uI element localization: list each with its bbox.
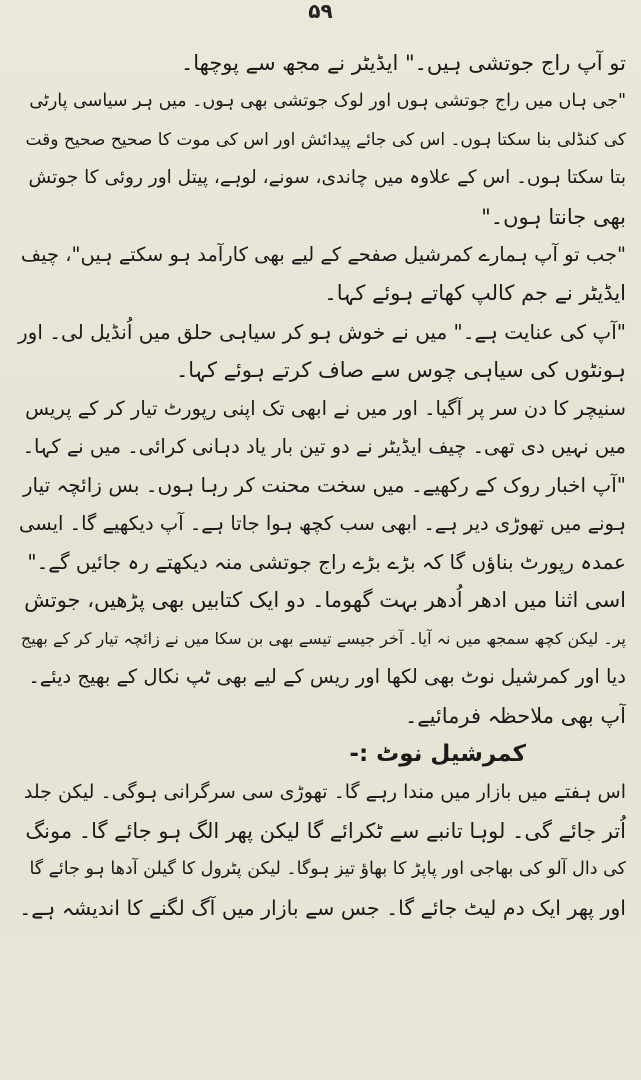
text-line: "جی ہاں میں راج جوتشی ہوں اور لوک جوتشی بھی ہوں۔ میں ہر سیاسی پارٹی	[29, 91, 626, 112]
text-line: میں نہیں دی تھی۔ چیف ایڈیٹر نے دو تین بار یاد دہانی کرائی۔ میں نے کہا۔	[22, 434, 626, 458]
text-line: "آپ اخبار روک کے رکھیے۔ میں سخت محنت کر رہا ہوں۔ بس زائچہ تیار	[22, 473, 626, 498]
text-line: اُتر جائے گی۔ لوہا تانبے سے ٹکرائے گا لیکن پھر الگ ہو جائے گا۔ مونگ	[25, 818, 626, 843]
text-line: پر۔ لیکن کچھ سمجھ میں نہ آیا۔ آخر جیسے تیسے بھی بن سکا میں نے زائچہ تیار کر کے بھیج	[20, 628, 626, 648]
text-line: اسی اثنا میں ادھر اُدھر بہت گھوما۔ دو ایک کتابیں بھی پڑھیں، جوتش	[24, 588, 626, 613]
text-line: تو آپ راج جوتشی ہیں۔" ایڈیٹر نے مجھ سے پوچھا۔	[180, 51, 626, 75]
text-line: سنیچر کا دن سر پر آگیا۔ اور میں نے ابھی تک اپنی رپورٹ تیار کر کے پریس	[25, 396, 626, 420]
text-line: دیا اور کمرشیل نوٹ بھی لکھا اور ریس کے لیے بھی ٹپ نکال کے بھیج دیئے۔	[28, 665, 626, 689]
body-text	[16, 44, 626, 927]
text-line: اور پھر ایک دم لیٹ جائے گا۔ جس سے بازار میں آگ لگنے کا اندیشہ ہے۔	[19, 895, 626, 920]
text-line: کی کنڈلی بنا سکتا ہوں۔ اس کی جائے پیدائش اور اس کی موت کا صحیح صحیح وقت	[25, 129, 626, 150]
text-line: عمدہ رپورٹ بناؤں گا کہ بڑے بڑے راج جوتشی منہ دیکھتے رہ جائیں گے۔"	[27, 550, 626, 575]
text-line: آپ بھی ملاحظہ فرمائیے۔	[404, 703, 626, 728]
text-line: ایڈیٹر نے جم کالپ کھاتے ہوئے کہا۔	[324, 281, 626, 306]
text-line: ہونے میں تھوڑی دیر ہے۔ ابھی سب کچھ ہوا جاتا ہے۔ آپ دیکھیے گا۔ ایسی	[18, 511, 626, 535]
text-line: اس ہفتے میں بازار میں مندا رہے گا۔ تھوڑی سی سرگرانی ہوگی۔ لیکن جلد	[23, 781, 626, 804]
page-number: ۵۹	[308, 0, 333, 23]
text-line: ہونٹوں کی سیاہی چوس سے صاف کرتے ہوئے کہا۔	[175, 358, 626, 383]
text-line: "جب تو آپ ہمارے کمرشیل صفحے کے لیے بھی کارآمد ہو سکتے ہیں"، چیف	[20, 242, 626, 266]
text-line: کی دال آلو کی بھاجی اور پاپڑ کا بھاؤ تیز ہوگا۔ لیکن پٹرول کا گیلن آدھا ہو جائے گا	[29, 859, 626, 880]
text-line: بھی جانتا ہوں۔"	[481, 204, 626, 229]
section-heading: کمرشیل نوٹ :-	[349, 741, 526, 768]
text-line: بتا سکتا ہوں۔ اس کے علاوہ میں چاندی، سونے، لوہے، پیتل اور روئی کا جوتش	[28, 167, 626, 189]
text-line: "آپ کی عنایت ہے۔" میں نے خوش ہو کر سیاہی حلق میں اُنڈیل لی۔ اور	[18, 319, 626, 344]
